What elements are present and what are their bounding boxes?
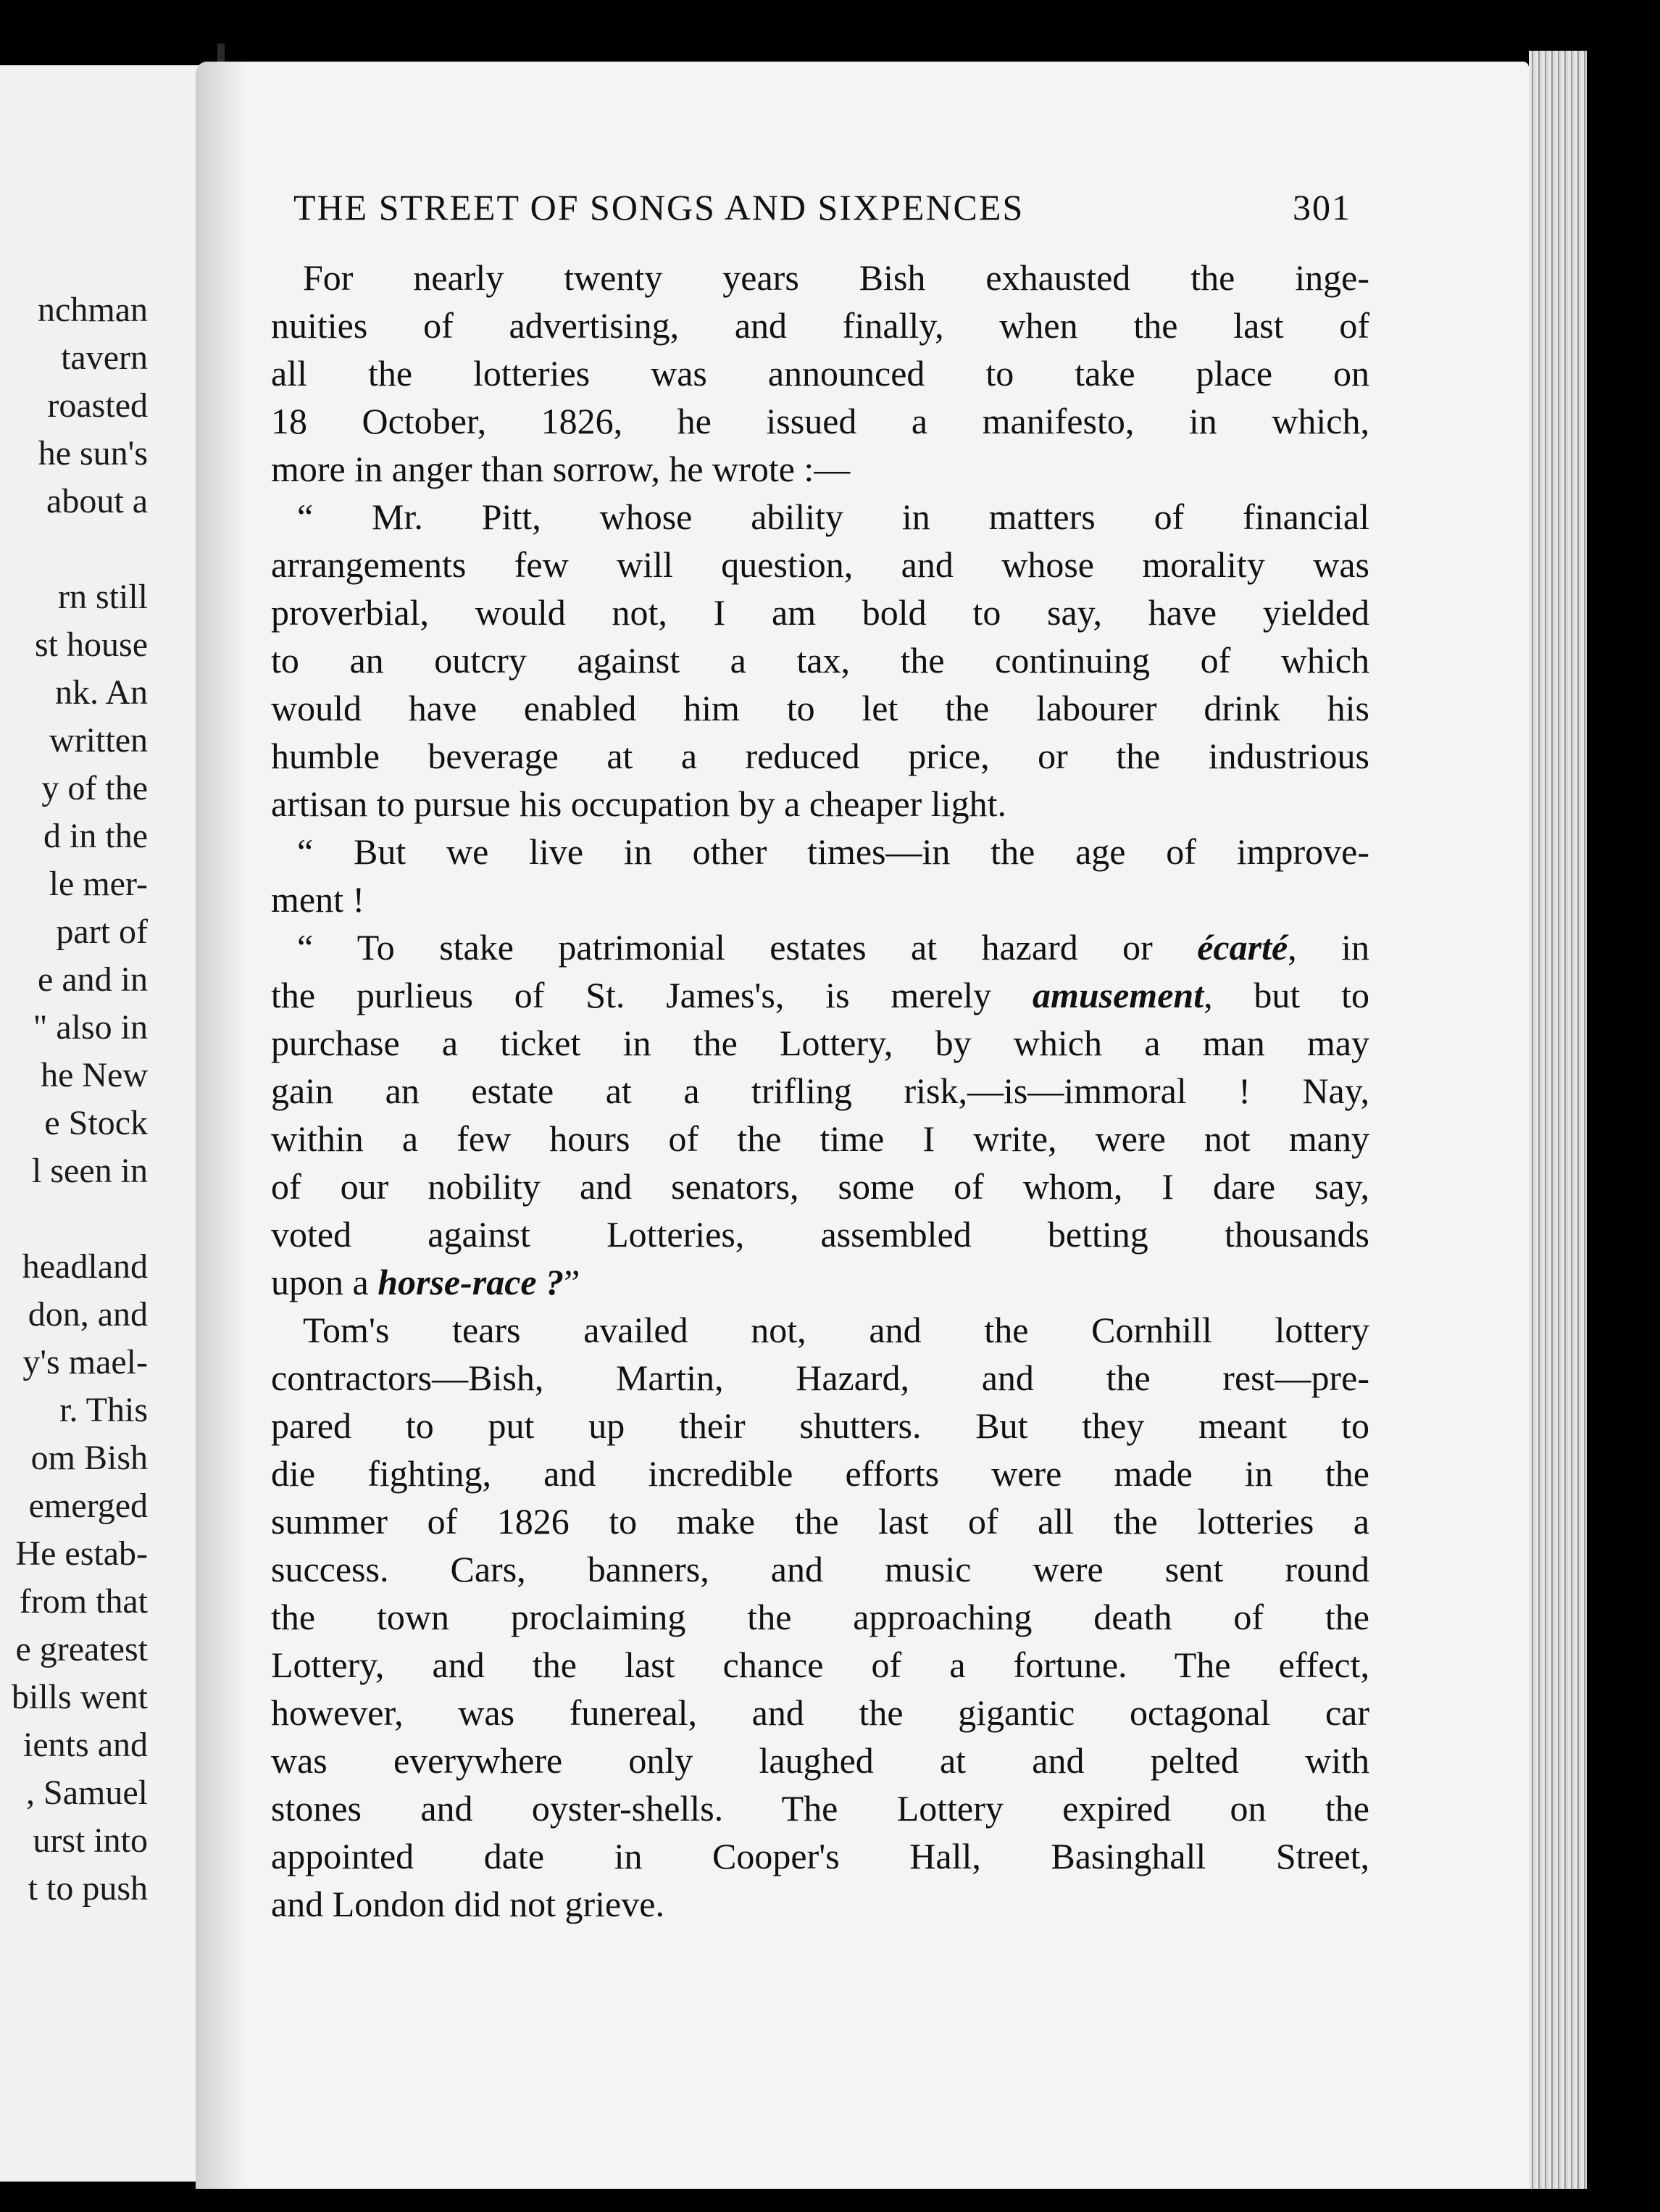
- left-page-fragment: nchman: [38, 291, 148, 329]
- left-page-fragment: He estab-: [15, 1534, 148, 1573]
- page-number: 301: [1293, 187, 1351, 228]
- left-page-fragment: written: [49, 721, 148, 760]
- text-line: appointed date in Cooper's Hall, Basinghall Street,: [271, 1836, 1369, 1876]
- text-line: upon a horse-race ?”: [271, 1262, 580, 1302]
- left-page-fragment: tavern: [61, 338, 148, 377]
- text-line: 18 October, 1826, he issued a manifesto, in which,: [271, 401, 1369, 441]
- text-line: would have enabled him to let the labourer drink his: [271, 688, 1369, 728]
- text-line: voted against Lotteries, assembled betting thousands: [271, 1214, 1369, 1255]
- text-line: the town proclaiming the approaching death of the: [271, 1597, 1369, 1637]
- left-page-fragment: he sun's: [38, 434, 148, 473]
- left-page-fragment: e and in: [38, 960, 148, 999]
- text-line: was everywhere only laughed at and pelted with: [271, 1740, 1369, 1781]
- page-curve-shadow: [196, 62, 246, 2189]
- left-page-fragment: about a: [46, 482, 148, 520]
- left-page-fragment: d in the: [43, 817, 148, 855]
- text-line: arrangements few will question, and whose morality was: [271, 544, 1369, 585]
- right-page: [196, 62, 1529, 2189]
- text-line: die fighting, and incredible efforts were made in the: [271, 1453, 1369, 1494]
- text-line: success. Cars, banners, and music were sent round: [271, 1549, 1369, 1589]
- left-page-fragment: from that: [19, 1582, 148, 1621]
- text-line: summer of 1826 to make the last of all the lotteries a: [271, 1501, 1369, 1542]
- text-line: and London did not grieve.: [271, 1884, 664, 1924]
- text-line: humble beverage at a reduced price, or the industrious: [271, 736, 1369, 776]
- left-page-fragment: don, and: [28, 1295, 148, 1334]
- book-fore-edge: [1529, 51, 1587, 2189]
- left-page-fragment: bills went: [12, 1678, 148, 1716]
- left-page-fragment: r. This: [59, 1391, 148, 1429]
- left-page-fragment: le mer-: [49, 865, 148, 903]
- left-page-fragment: , Samuel: [26, 1774, 148, 1812]
- text-line: Lottery, and the last chance of a fortune. The effect,: [271, 1645, 1369, 1685]
- left-page-fragment: headland: [22, 1247, 148, 1286]
- left-page-fragment: ients and: [23, 1726, 148, 1764]
- left-page-fragment: rn still: [57, 578, 148, 616]
- text-line: “ Mr. Pitt, whose ability in matters of financial: [297, 496, 1369, 537]
- left-page-fragment: emerged: [28, 1487, 148, 1525]
- left-page-fragment: st house: [35, 625, 148, 664]
- left-page-fragment: y of the: [41, 769, 148, 807]
- italic-emphasis: horse-race ?: [378, 1262, 564, 1302]
- text-line: more in anger than sorrow, he wrote :—: [271, 449, 851, 489]
- left-page-fragment: e Stock: [44, 1104, 148, 1142]
- left-page-fragment: urst into: [33, 1821, 148, 1860]
- text-line: stones and oyster-shells. The Lottery expired on the: [271, 1788, 1369, 1829]
- text-line: gain an estate at a trifling risk,—is—immoral ! Nay,: [271, 1070, 1369, 1111]
- text-line: proverbial, would not, I am bold to say, have yielded: [271, 592, 1369, 633]
- left-page-fragment: t to push: [28, 1869, 148, 1908]
- text-line: to an outcry against a tax, the continuing of which: [271, 640, 1369, 681]
- text-line: nuities of advertising, and finally, when the last of: [271, 305, 1369, 346]
- text-line: pared to put up their shutters. But they meant to: [271, 1405, 1369, 1446]
- text-line: all the lotteries was announced to take place on: [271, 353, 1369, 394]
- text-line: however, was funereal, and the gigantic octagonal car: [271, 1692, 1369, 1733]
- text-line: ment !: [271, 879, 365, 920]
- left-page-fragment: he New: [41, 1056, 148, 1094]
- text-line: contractors—Bish, Martin, Hazard, and the rest—pre-: [271, 1357, 1369, 1398]
- left-page-fragment: om Bish: [30, 1439, 148, 1477]
- left-page-fragment: nk. An: [54, 673, 148, 712]
- text-line: For nearly twenty years Bish exhausted the inge-: [303, 257, 1369, 298]
- italic-emphasis: écarté: [1197, 927, 1288, 968]
- running-head-title: THE STREET OF SONGS AND SIXPENCES: [293, 187, 1025, 228]
- text-line: artisan to pursue his occupation by a cheaper light.: [271, 783, 1006, 824]
- running-header: [293, 186, 1351, 230]
- text-line: “ To stake patrimonial estates at hazard or écarté, in: [297, 927, 1369, 968]
- left-page-fragment: roasted: [47, 386, 148, 425]
- text-line: of our nobility and senators, some of whom, I dare say,: [271, 1166, 1369, 1207]
- left-page-fragment: " also in: [33, 1008, 148, 1047]
- text-line: the purlieus of St. James's, is merely amusement, but to: [271, 975, 1369, 1015]
- italic-emphasis: amusement: [1032, 975, 1204, 1015]
- text-line: within a few hours of the time I write, were not many: [271, 1118, 1369, 1159]
- left-page-fragment: l seen in: [32, 1152, 148, 1190]
- left-page-fragment: e greatest: [15, 1630, 148, 1668]
- left-page: [0, 65, 217, 2182]
- text-line: Tom's tears availed not, and the Cornhill lottery: [303, 1310, 1369, 1350]
- text-line: purchase a ticket in the Lottery, by which a man may: [271, 1023, 1369, 1063]
- left-page-fragment: part of: [56, 912, 148, 951]
- text-line: “ But we live in other times—in the age of improve-: [297, 831, 1369, 872]
- left-page-fragment: y's mael-: [22, 1343, 148, 1381]
